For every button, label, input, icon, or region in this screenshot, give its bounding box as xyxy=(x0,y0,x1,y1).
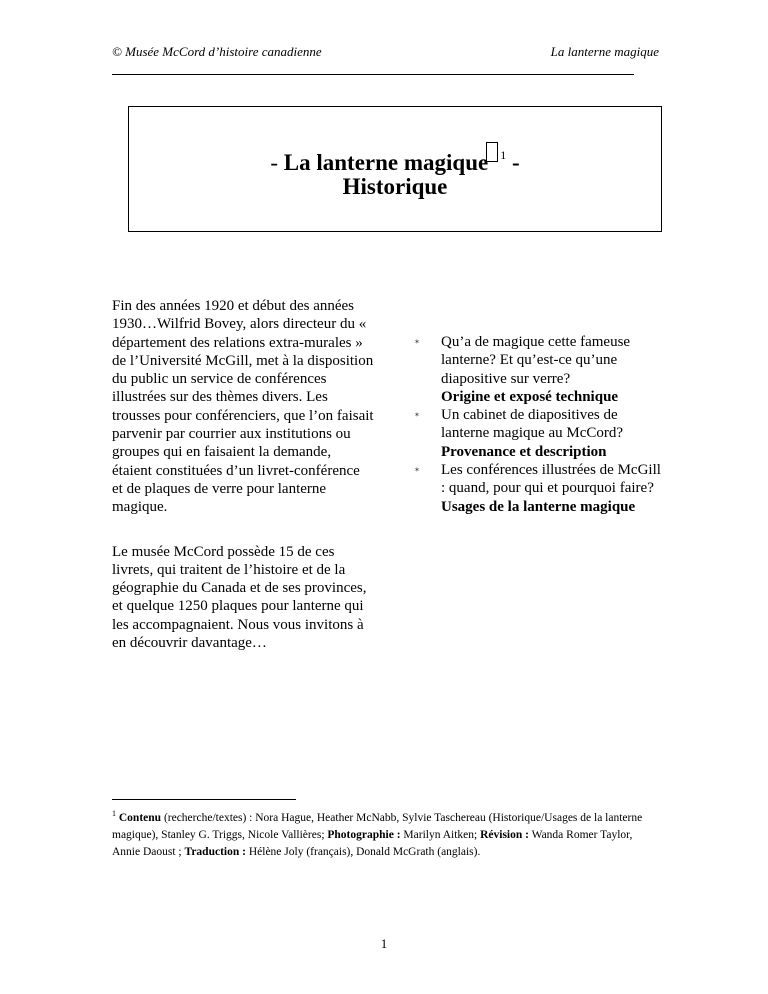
title-dash-left: - xyxy=(270,150,279,175)
page-number: 1 xyxy=(380,936,388,951)
footnote-revision-label: Révision : xyxy=(480,828,529,841)
link-description: Qu’a de magique cette fameuse lanterne? Et qu’est-ce qu’une diapositive sur verre? xyxy=(441,334,631,387)
footnote-rule xyxy=(112,799,296,800)
links-column xyxy=(414,333,661,516)
footnote-contenu-label: Contenu xyxy=(118,811,162,824)
title-box xyxy=(128,106,662,232)
bullet-icon: ✶ xyxy=(414,338,420,346)
bullet-icon: ✶ xyxy=(414,466,420,475)
intro-paragraph: Fin des années 1920 et début des années 1930…Wilfrid Bovey, alors directeur du « département des relations extra-murales » de l’Université McGill, met à la disposition du public un service de conférences illustrées sur des thèmes divers. Les trousses pour conférenciers, que l’on faisait parvenir par courrier aux institutions ou groupes qui en faisaient la demande, étaient constituées d’un livret-conférence et de plaques de verre pour lanterne magique. xyxy=(112,298,374,516)
footnote-traduction-text: Hélène Joly (français), Donald McGrath (anglais). xyxy=(245,845,481,858)
footnote-mark: 1 xyxy=(112,809,116,818)
header-rule xyxy=(112,74,634,75)
footnote xyxy=(112,805,652,861)
page-subtitle: Historique xyxy=(342,174,448,199)
page-title xyxy=(129,142,661,176)
intro-paragraph: Le musée McCord possède 15 de ces livrets, qui traitent de l’histoire et de la géographie du Canada et de ses provinces, et quelque 1250 plaques pour lanterne qui les accompagnaient. Nous vous invitons à en découvrir davantage… xyxy=(112,543,367,652)
list-item xyxy=(414,461,661,516)
footnote-revision-text: Wanda Romer Taylor, Annie Daoust ; xyxy=(112,828,633,858)
header-right: La lanterne magique xyxy=(550,44,659,59)
footnote-traduction-label: Traduction : xyxy=(184,845,246,858)
title-footnote-mark[interactable]: 1 xyxy=(500,148,507,163)
list-item xyxy=(414,406,661,461)
header-left: © Musée McCord d’histoire canadienne xyxy=(112,44,322,59)
list-item xyxy=(414,333,661,406)
link-provenance[interactable]: Provenance et description xyxy=(441,443,607,460)
bullet-icon: ✶ xyxy=(414,411,420,420)
link-origine[interactable]: Origine et exposé technique xyxy=(441,388,619,405)
footnote-photo-label: Photographie : xyxy=(327,828,401,841)
title-dash-right: - xyxy=(511,150,520,175)
link-usages[interactable]: Usages de la lanterne magique xyxy=(441,498,636,515)
intro-column xyxy=(112,297,374,678)
title-main: La lanterne magique xyxy=(283,150,489,175)
link-description: Un cabinet de diapositives de lanterne magique au McCord? xyxy=(441,407,624,442)
footnote-box-icon xyxy=(486,142,498,162)
link-description: Les conférences illustrées de McGill : quand, pour qui et pourquoi faire? xyxy=(441,462,661,497)
footnote-contenu-text: (recherche/textes) : Nora Hague, Heather McNabb, Sylvie Taschereau (Historique/Usages de la lanterne magique), Stanley G. Triggs, Nicole Vallières; xyxy=(112,811,643,841)
footnote-photo-text: Marilyn Aitken; xyxy=(400,828,481,841)
